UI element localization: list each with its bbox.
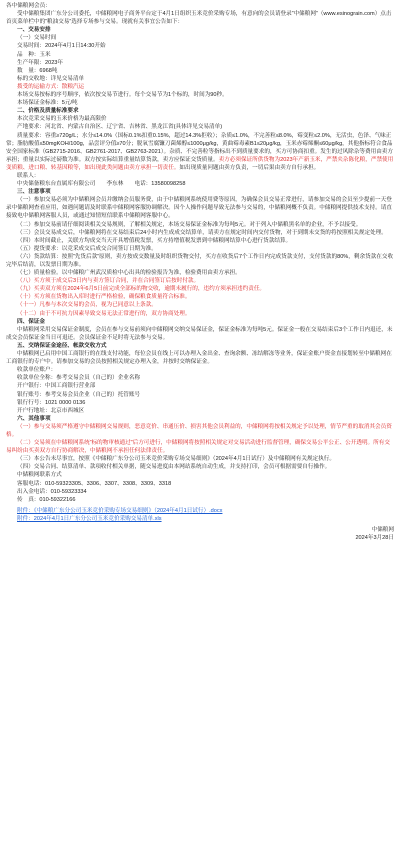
quality-text: 质量要求：容重≥720g/L；水分≤14.0%（国标0.1%扣重0.15%，超过14.3%拒收）；杂质≤1.0%，不完善粒≤8.0%，霉变粒≤2.0%，无活虫，色泽、气味正常；脂肪酸值≤50mgKOH/100g，品尝评分值≥70分；脱氧雪腐镰刀菌烯醇≤1000μg/kg，黄曲霉毒素B1≤20μg/kg，玉米赤霉烯酮≤60μg/kg，其他指标符合食品安全国家标准（GB2715-2016、GB2761-2017、GB2763-2021）。杂质、不完善粒等指标出不到质量要求的，买方可协商扣重。发生的过风除杂等费用由卖方承担；重量以实际过磅数为准。双方按实际结算重量结算货款，卖方应保证交货质量。 bbox=[6, 132, 393, 163]
service-line: 客服电话：010-59323305、3306、3307、3308、3309、3318 bbox=[17, 480, 172, 487]
note-item: （四）本时间截止，关联方均成交当天开具增值税发票，买方持增值税发票到中储粮网结算中心进行货款结算。 bbox=[17, 237, 292, 244]
section-others-title: 六、其他事项 bbox=[17, 415, 51, 422]
contact-label: 联系人： bbox=[17, 172, 40, 179]
section-trade-title: 一、交易安排 bbox=[17, 27, 51, 34]
bank-line: 收款单位全称：参考交易会员（自己的）企业名称 bbox=[17, 375, 141, 382]
deposit-paragraph: 中储粮网采用交易保证金制度，会员在参与交易前须向中储粮网交纳交易保证金，保证金标准为每吨5元。保证金一般在交易结束后3个工作日内退还，未成交会员保证金当日可退还。会员保证金不足时将无法参与交易。 bbox=[6, 326, 393, 341]
trade-line: 本场保证金标准：5元/吨 bbox=[17, 100, 78, 107]
section-deposit-title: 四、保证金 bbox=[17, 318, 45, 325]
attachment-row bbox=[6, 507, 394, 515]
signature: 中储粮网 bbox=[371, 527, 394, 533]
note-red-item: （十）买方须在货物出入库时进行严格检验，确保粮食质量符合标准。 bbox=[17, 294, 191, 301]
trade-line: 拨受的运输方式：散粮汽运 bbox=[17, 83, 85, 90]
attachment-link-list[interactable]: 附件：2024年4月1日广东分公司玉米竞价采购交易清单.xls bbox=[17, 515, 162, 522]
note-red-item: （八）买方须于成交后3日内与卖方签订合同，并在合同签订后按时付款。 bbox=[17, 278, 200, 285]
others-item: （三）本公告未尽事宜，按照《中储粮广东分公司玉米竞价采购专场交易细则》（2024年4月1日试行）及中储粮网有关规定执行。 bbox=[17, 456, 335, 463]
bank-line: 银行账号：参考交易会员企业（自己的）托管账号 bbox=[17, 391, 141, 398]
intro-paragraph: 受中储粮集团广东分公司委托，中储粮网电子商务平台定于4月1日组织玉米竞价采购专场，有意向的会员请登录“中储粮网”（www.esinograin.com）点击首页菜单栏中的“粮油交易”选择专场参与交易。现就有关事宜公告如下： bbox=[6, 11, 392, 26]
bank-line: 开户行地址：北京市西城区 bbox=[17, 407, 85, 414]
quality-line: 本次竞采交易的玉米价格为最高限价 bbox=[17, 116, 107, 123]
trade-line: 本场交易按标的序号顺序，依次按交易节进行。每个交易节为1个标的，时间为90秒。 bbox=[17, 92, 228, 99]
trade-list bbox=[6, 34, 394, 107]
note-item: （六）货款结算：按照“先货后款”原则，卖方按成交数量及时组织货物交付，买方在收货后7个工作日内完成货款支付，支付货款的80%，剩余货款在交收完毕后结清，以发票日期为准。 bbox=[6, 253, 394, 268]
service-line: 传 真：010-59322166 bbox=[17, 496, 76, 503]
section-quality-title: 二、价格及质量标准要求 bbox=[17, 108, 79, 115]
quality-tail: 如出现质量问题由卖方负责，一切后果由卖方自行承担。 bbox=[179, 164, 320, 171]
quality-line: 产地要求：河北省、内蒙古自治区、辽宁省、吉林省、黑龙江省(具体详见交易清单) bbox=[17, 124, 223, 131]
others-red-item: （一）参与交易须严格遵守中储粮网交易规则，恶意竞价、串通压价、损害其他会员利益的，中储粮网将按相关规定予以处理，情节严重的取消其会员资格。 bbox=[6, 423, 392, 438]
others-item: （四）交易合同、结算清单、款项收付相关单据，随交易进度由本网站系统自动生成，并支持打印，会员可根据需要自行操作。 bbox=[17, 464, 331, 471]
note-red-item: （九）买卖双方须在2024年6月5日前完成全部标的物交收，逾期未履行的，违约方须承担违约责任。 bbox=[17, 286, 266, 293]
section-notes-title: 三、注意事项 bbox=[17, 189, 51, 196]
note-item: （七）质量检验。以中储粮广州武汉质检中心出具的检验报告为准，检验费用由卖方承担。 bbox=[17, 270, 241, 277]
attachment-link-rules[interactable]: 附件：《中储粮广东分公司玉米竞价采购专场交易细则》（2024年4月1日试行）.docx bbox=[17, 507, 223, 514]
quality-paragraph bbox=[6, 132, 394, 172]
bank-line: 银行行号：1021 0000 0136 bbox=[17, 399, 86, 406]
note-item: （二）参加交易前请仔细阅读相关交易规则，了解相关规定，本场交易保证金标准为每吨5元。对于列入中储粮黑名单的企业，不予以接受。 bbox=[17, 221, 362, 228]
bank-line: 开户银行：中国工商银行营业部 bbox=[17, 383, 96, 390]
note-item: （一）参加交易必须为中储粮网会员并缴纳会员服务费，由于中储粮网系统使用费等原因，为确保会员交易正常进行，请参加交易的会员至少提前一天登录中储粮网查看应用，如遇问题请及时联系中储粮网客服协调解决。因个人操作问题导致无法参与交易的，中储粮网概不负责。中储粮网提供技术支持。请直接致电中储粮网客服人员，或通过知情短信联系中储粮网客服中心。 bbox=[6, 197, 392, 220]
bank-intro: 收款单位账户： bbox=[17, 367, 57, 374]
others-red-item: （二）交易须在中储粮网系统“标的物审核通过”后方可进行，中储粮网将按照相关规定对交易活动进行监督管理，确保交易公平公正、公开透明。所有交易纠纷由买卖双方自行协商解决，中储粮网不承担任何法律责任。 bbox=[6, 440, 390, 455]
payment-paragraph: 中储粮网已启用中国工商银行的在线支付功能，每位会员在线上可以办理入金出金、查询余额、冻结解冻等业务，保证金账户资金直接划转至中储粮网在工商银行的专户中。请参加交易的会员按照相关规定办理入金，并按时交纳保证金。 bbox=[6, 351, 392, 366]
note-item: （三）会员交易成交后，中储粮网将在交易结束后24小时内生成成交结算单，请卖方在规定时间内交付货物，对于到期未交货的将按照相关规定处理。 bbox=[17, 229, 387, 236]
attachment-row bbox=[6, 515, 394, 523]
service-line: 出入金电话：010-59323334 bbox=[17, 488, 87, 495]
trade-line: 数 量：6968吨 bbox=[17, 67, 58, 74]
trade-line: 交易时间：2024年4月1日14:30开始 bbox=[17, 43, 106, 50]
announcement bbox=[6, 0, 394, 542]
service-title: 中储粮网联系方式 bbox=[17, 472, 62, 479]
greeting: 各中储粮网会员： bbox=[6, 3, 51, 9]
trade-line: 标的交收地：详见交易清单 bbox=[17, 75, 85, 82]
issue-date: 2024年3月28日 bbox=[355, 535, 394, 542]
trade-line: 品 种：玉米 bbox=[17, 51, 51, 58]
contact-line: 中央储备粮东台直属库有限公司 李东林 电话：13580098258 bbox=[17, 181, 186, 188]
note-item: （五）提货要求：以竞采成交后成交合同签订日期为准。 bbox=[17, 245, 157, 252]
trade-line: （一）交易时间 bbox=[17, 35, 57, 42]
section-payment-title: 五、交纳保证金途径、帐款交收方式 bbox=[17, 342, 107, 349]
quality-red-note: 卖方必须保证所供货物为2023年产新玉米，严禁夹杂陈化粮，严禁使用变质粮、进口粮、转基因粮等，如出现此类问题由卖方承担一切责任。 bbox=[6, 156, 394, 171]
note-red-item: （十一）凡参与本次交易的会员，视为已同意以上条款。 bbox=[17, 302, 157, 309]
trade-line: 生产年限：2023年 bbox=[17, 59, 64, 66]
note-red-item: （十二）由于不可抗力因素导致交易无法正常进行的，双方协商处理。 bbox=[17, 310, 191, 317]
